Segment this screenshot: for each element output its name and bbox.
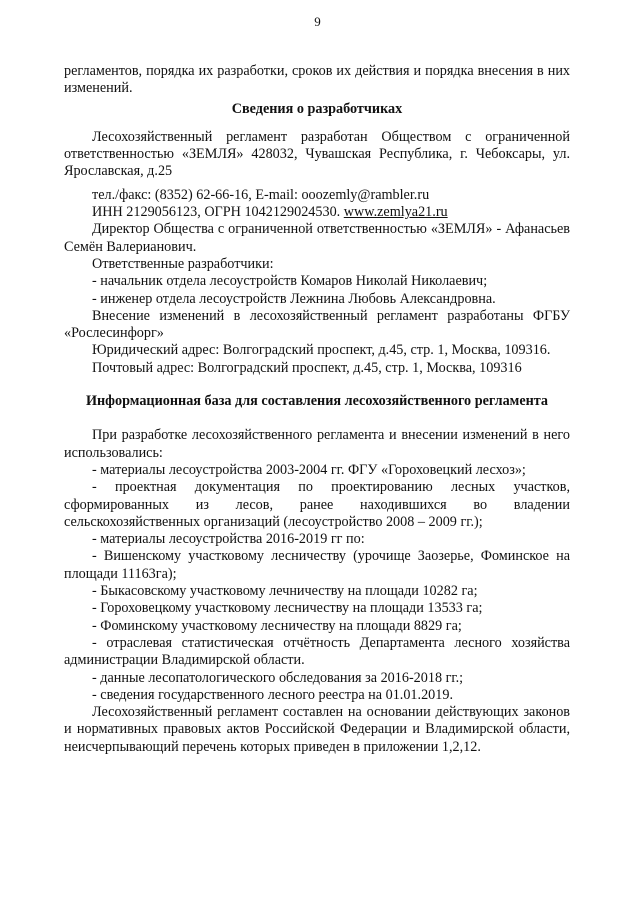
paragraph: Ответственные разработчики: (92, 255, 274, 272)
paragraph: Директор Общества с ограниченной ответственностью «ЗЕМЛЯ» - Афанасьев Семён Валерианович. (64, 221, 570, 255)
paragraph: Юридический адрес: Волгоградский проспект, д.45, стр. 1, Москва, 109316. (92, 342, 551, 359)
registration-line (64, 204, 570, 221)
paragraph: Лесохозяйственный регламент разработан Обществом с ограниченной ответственностью «ЗЕМЛЯ» 428032, Чувашская Республика, г. Чебоксары, ул. Ярославская, д.25 (64, 128, 570, 180)
list-item: - проектная документация по проектированию лесных участков, сформированных из лесов, ранее находившихся во владении сельскохозяйственных организаций (лесоустройство 2008 – 2009 гг.); (64, 479, 570, 530)
list-item: - инженер отдела лесоустройств Лежнина Любовь Александровна. (92, 290, 496, 307)
page-content (64, 63, 570, 756)
list-item: - Гороховецкому участковому лесничеству на площади 13533 га; (92, 600, 483, 617)
list-item: - сведения государственного лесного реестра на 01.01.2019. (92, 686, 453, 703)
page-number: 9 (314, 14, 321, 29)
list-item: - начальник отдела лесоустройств Комаров Николай Николаевич; (92, 273, 488, 290)
contact-line: тел./факс: (8352) 62-66-16, E-mail: ooozemly@rambler.ru (92, 186, 430, 203)
intro-paragraph: регламентов, порядка их разработки, сроков их действия и порядка внесения в них изменений. (64, 63, 570, 97)
list-item: - материалы лесоустройства 2003-2004 гг. ФГУ «Гороховецкий лесхоз»; (92, 461, 526, 478)
list-item: - данные лесопатологического обследования за 2016-2018 гг.; (92, 669, 464, 686)
list-item: - материалы лесоустройства 2016-2019 гг по: (92, 531, 365, 548)
list-item: - Вишенскому участковому лесничеству (урочище Заозерье, Фоминское на площади 11163га); (64, 548, 570, 582)
paragraph: Почтовый адрес: Волгоградский проспект, д.45, стр. 1, Москва, 109316 (92, 359, 522, 376)
section-heading-developers: Сведения о разработчиках (231, 100, 403, 117)
list-item: - отраслевая статистическая отчётность Департамента лесного хозяйства администрации Владимирской области. (64, 634, 570, 669)
paragraph: Лесохозяйственный регламент составлен на основании действующих законов и нормативных правовых актов Российской Федерации и Владимирской области, неисчерпывающий перечень которых приведен в приложении 1,2,12. (64, 704, 570, 755)
list-item: - Быкасовскому участковому лечничеству на площади 10282 га; (92, 583, 478, 600)
website-link[interactable]: www.zemlya21.ru (343, 204, 448, 221)
list-item: - Фоминскому участковому лесничеству на площади 8829 га; (92, 617, 462, 634)
paragraph: Внесение изменений в лесохозяйственный регламент разработаны ФГБУ «Рослесинфорг» (64, 307, 570, 342)
section-heading-information-base: Информационная база для составления лесохозяйственного регламента (85, 393, 549, 410)
inn-text: ИНН 2129056123, ОГРН 1042129024530. (92, 204, 344, 221)
paragraph: При разработке лесохозяйственного регламента и внесении изменений в него использовались: (64, 427, 570, 461)
